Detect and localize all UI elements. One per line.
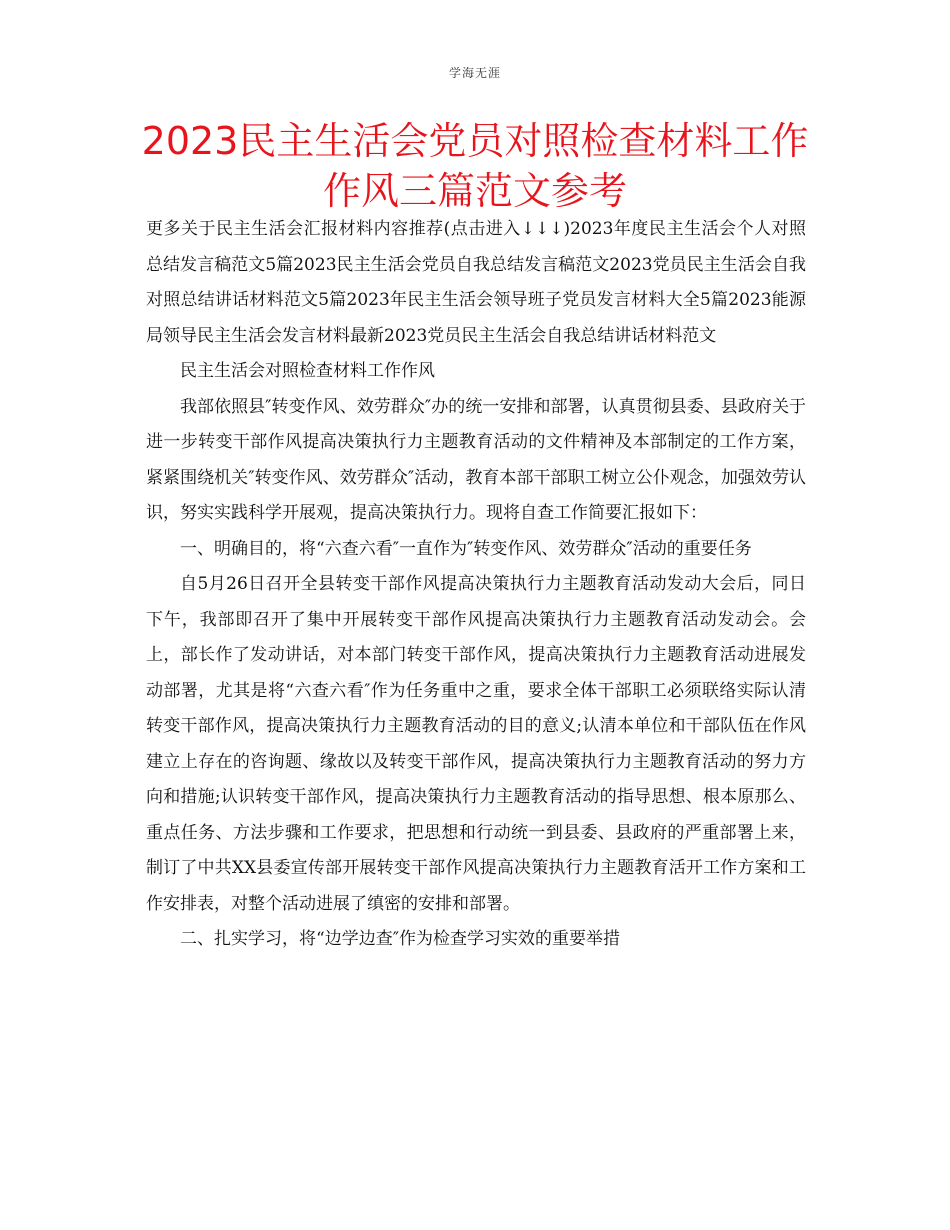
section-heading: 民主生活会对照检查材料工作作风 [180,361,435,381]
document-body [146,212,806,958]
header-note: 学海无涯 [448,66,501,80]
body-paragraph: 我部依照县″转变作风、效劳群众″办的统一安排和部署，认真贯彻县委、县政府关于进一步转变干部作风提高决策执行力主题教育活动的文件精神及本部制定的工作方案，紧紧围绕机关″转变作风、效劳群众″活动，教育本部干部职工树立公仆观念，加强效劳认识，努实实践科学开展观，提高决策执行力。现将自查工作简要汇报如下： [146,396,806,523]
section-heading: 一、明确目的，将“六查六看″一直作为″转变作风、效劳群众″活动的重要任务 [180,538,752,559]
body-paragraph: 自5月26日召开全县转变干部作风提高决策执行力主题教育活动发动大会后，同日下午，我部即召开了集中开展转变干部作风提高决策执行力主题教育活动发动会。会上，部长作了发动讲话，对本部门转变干部作风，提高决策执行力主题教育活动进展发动部署，尤其是将“六查六看″作为任务重中之重，要求全体干部职工必须联络实际认清转变干部作风，提高决策执行力主题教育活动的目的意义;认清本单位和干部队伍在作风建立上存在的咨询题、缘故以及转变干部作风，提高决策执行力主题教育活动的努力方向和措施;认识转变干部作风，提高决策执行力主题教育活动的指导思想、根本原那么、重点任务、方法步骤和工作要求，把思想和行动统一到县委、县政府的严重部署上来，制订了中共XX县委宣传部开展转变干部作风提高决策执行力主题教育活开工作方案和工作安排表，对整个活动进展了缜密的安排和部署。 [146,574,806,914]
document-title: 2023民主生活会党员对照检查材料工作作风三篇范文参考 [141,119,809,213]
recommendation-paragraph: 更多关于民主生活会汇报材料内容推荐(点击进入↓↓↓)2023年度民主生活会个人对照总结发言稿范文5篇2023民主生活会党员自我总结发言稿范文2023党员民主生活会自我对照总结讲话材料范文5篇2023年民主生活会领导班子党员发言材料大全5篇2023能源局领导民主生活会发言材料最新2023党员民主生活会自我总结讲话材料范文 [146,219,806,346]
section-heading: 二、扎实学习，将“边学边查″作为检查学习实效的重要举措 [180,929,621,949]
